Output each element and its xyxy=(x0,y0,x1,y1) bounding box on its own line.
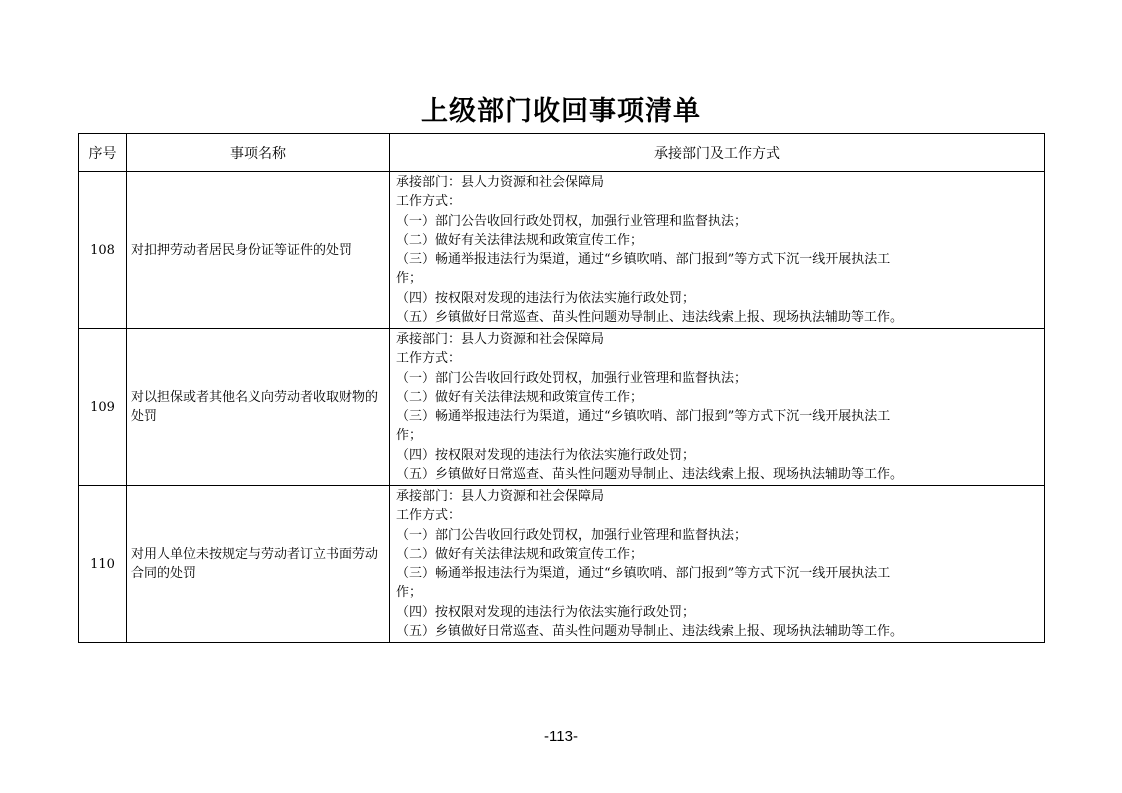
desc-line: 作； xyxy=(396,271,423,287)
desc-line: 工作方式： xyxy=(396,508,462,524)
desc-line: （五）乡镇做好日常巡查、苗头性问题劝导制止、违法线索上报、现场执法辅助等工作。 xyxy=(396,310,904,326)
desc-line: 承接部门：县人力资源和社会保障局 xyxy=(396,332,605,347)
row-serial-number: 108 xyxy=(79,172,127,329)
row-department-and-method xyxy=(390,329,1045,486)
row-matter-name: 对用人单位未按规定与劳动者订立书面劳动合同的处罚 xyxy=(127,486,390,643)
desc-line: （五）乡镇做好日常巡查、苗头性问题劝导制止、违法线索上报、现场执法辅助等工作。 xyxy=(396,624,904,640)
desc-line: 承接部门：县人力资源和社会保障局 xyxy=(396,489,605,504)
matters-table xyxy=(78,133,1045,643)
row-department-and-method xyxy=(390,486,1045,643)
desc-line: （三）畅通举报违法行为渠道，通过“乡镇吹哨、部门报到”等方式下沉一线开展执法工 xyxy=(396,252,891,268)
desc-line: （一）部门公告收回行政处罚权，加强行业管理和监督执法； xyxy=(396,527,748,543)
header-serial-number: 序号 xyxy=(79,134,127,172)
table-row xyxy=(79,172,1045,329)
table-row xyxy=(79,486,1045,643)
row-serial-number: 109 xyxy=(79,329,127,486)
desc-line: 工作方式： xyxy=(396,194,462,210)
header-matter-name: 事项名称 xyxy=(127,134,390,172)
desc-line: （三）畅通举报违法行为渠道，通过“乡镇吹哨、部门报到”等方式下沉一线开展执法工 xyxy=(396,409,891,425)
row-matter-name: 对扣押劳动者居民身份证等证件的处罚 xyxy=(127,172,390,329)
page-title: 上级部门收回事项清单 xyxy=(421,96,701,127)
desc-line: （四）按权限对发现的违法行为依法实施行政处罚； xyxy=(396,604,696,620)
desc-line: （四）按权限对发现的违法行为依法实施行政处罚； xyxy=(396,290,696,306)
desc-line: （二）做好有关法律法规和政策宣传工作； xyxy=(396,232,644,248)
desc-line: 作； xyxy=(396,585,423,601)
desc-line: 作； xyxy=(396,428,423,444)
row-department-and-method xyxy=(390,172,1045,329)
desc-line: （一）部门公告收回行政处罚权，加强行业管理和监督执法； xyxy=(396,370,748,386)
row-serial-number: 110 xyxy=(79,486,127,643)
row-matter-name: 对以担保或者其他名义向劳动者收取财物的处罚 xyxy=(127,329,390,486)
desc-line: （二）做好有关法律法规和政策宣传工作； xyxy=(396,389,644,405)
table-header-row xyxy=(79,134,1045,172)
table-row xyxy=(79,329,1045,486)
desc-line: （二）做好有关法律法规和政策宣传工作； xyxy=(396,546,644,562)
page-number: -113- xyxy=(544,728,578,745)
desc-line: 承接部门：县人力资源和社会保障局 xyxy=(396,175,605,190)
desc-line: 工作方式： xyxy=(396,351,462,367)
desc-line: （一）部门公告收回行政处罚权，加强行业管理和监督执法； xyxy=(396,213,748,229)
desc-line: （三）畅通举报违法行为渠道，通过“乡镇吹哨、部门报到”等方式下沉一线开展执法工 xyxy=(396,566,891,582)
header-department-and-method: 承接部门及工作方式 xyxy=(390,134,1045,172)
desc-line: （四）按权限对发现的违法行为依法实施行政处罚； xyxy=(396,447,696,463)
desc-line: （五）乡镇做好日常巡查、苗头性问题劝导制止、违法线索上报、现场执法辅助等工作。 xyxy=(396,467,904,483)
